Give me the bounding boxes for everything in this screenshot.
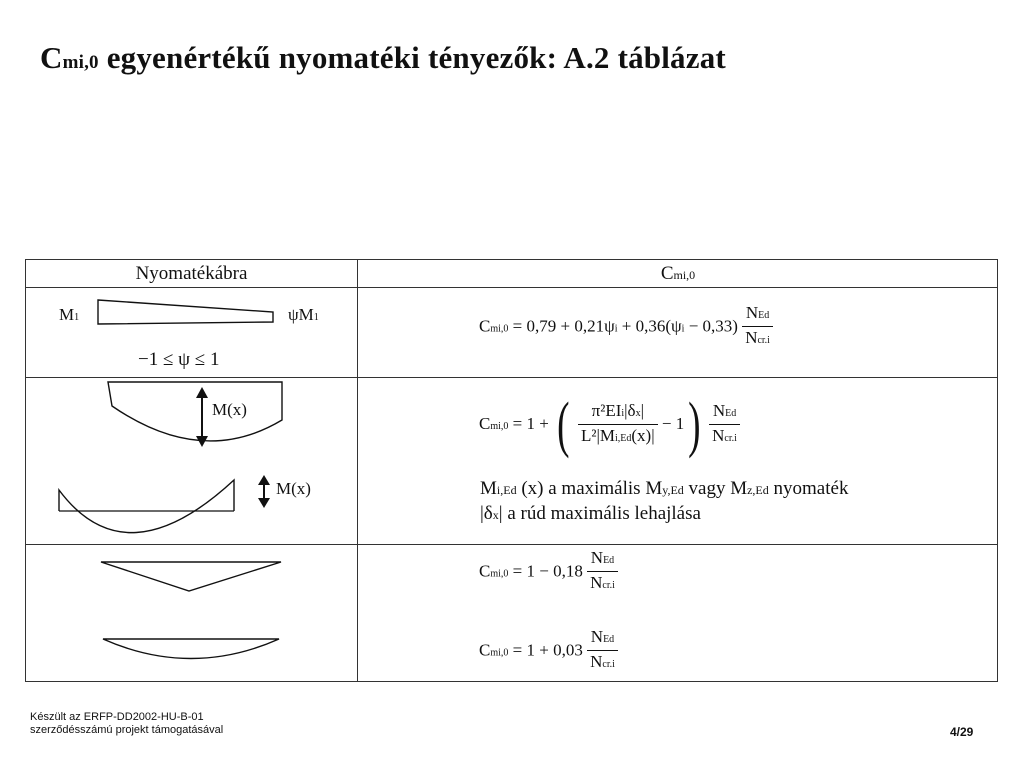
footer-line-1: Készült az ERFP-DD2002-HU-B-01: [30, 711, 204, 723]
header-moment-diagram: Nyomatékábra: [135, 263, 248, 284]
formula-row1: Cmi,0 = 0,79 + 0,21ψi + 0,36(ψi − 0,33) $\frac{\text{NEd}}{\text{Ncr.i}}$: [479, 303, 773, 352]
title-symbol-sub: mi,0: [62, 52, 99, 73]
mx-label-top: M(x): [212, 400, 247, 419]
psi-m1-label: ψM1: [288, 305, 319, 324]
triangular-moment-diagrams: [26, 260, 356, 690]
formula-row3-2: Cmi,0 = 1 + 0,03 $\frac{\text{NEd}}{\text{Ncr.i}}$: [479, 627, 618, 676]
header-cmi: Cmi,0: [660, 263, 696, 284]
column-divider: [357, 260, 358, 681]
page-title: [40, 40, 726, 76]
m1-label: M1: [59, 305, 80, 324]
footer-line-2: szerződésszámú projekt támogatásával: [30, 724, 224, 736]
psi-range: −1 ≤ ψ ≤ 1: [138, 349, 220, 370]
note-max-moment: Mi,Ed (x) a maximális My,Ed vagy Mz,Ed nyomaték: [480, 478, 849, 499]
mx-label-bottom: M(x): [276, 479, 311, 498]
title-symbol: C: [40, 40, 63, 75]
footer-note: [30, 711, 223, 737]
formula-row2: Cmi,0 = 1 + ( $\frac{\text{π²EIi|δx|}}{\text{L²|Mi,Ed(x)|}}$ − 1) $\frac{\text{NEd}}{\text{Ncr.i}}$: [479, 395, 740, 455]
note-max-deflection: |δx| a rúd maximális lehajlása: [480, 503, 701, 524]
cmi-table: [25, 259, 998, 682]
title-text: egyenértékű nyomatéki tényezők: A.2 táblázat: [98, 40, 726, 75]
formula-row3-1: Cmi,0 = 1 − 0,18 $\frac{\text{NEd}}{\text{Ncr.i}}$: [479, 548, 618, 597]
page-number: 4/29: [950, 725, 974, 739]
